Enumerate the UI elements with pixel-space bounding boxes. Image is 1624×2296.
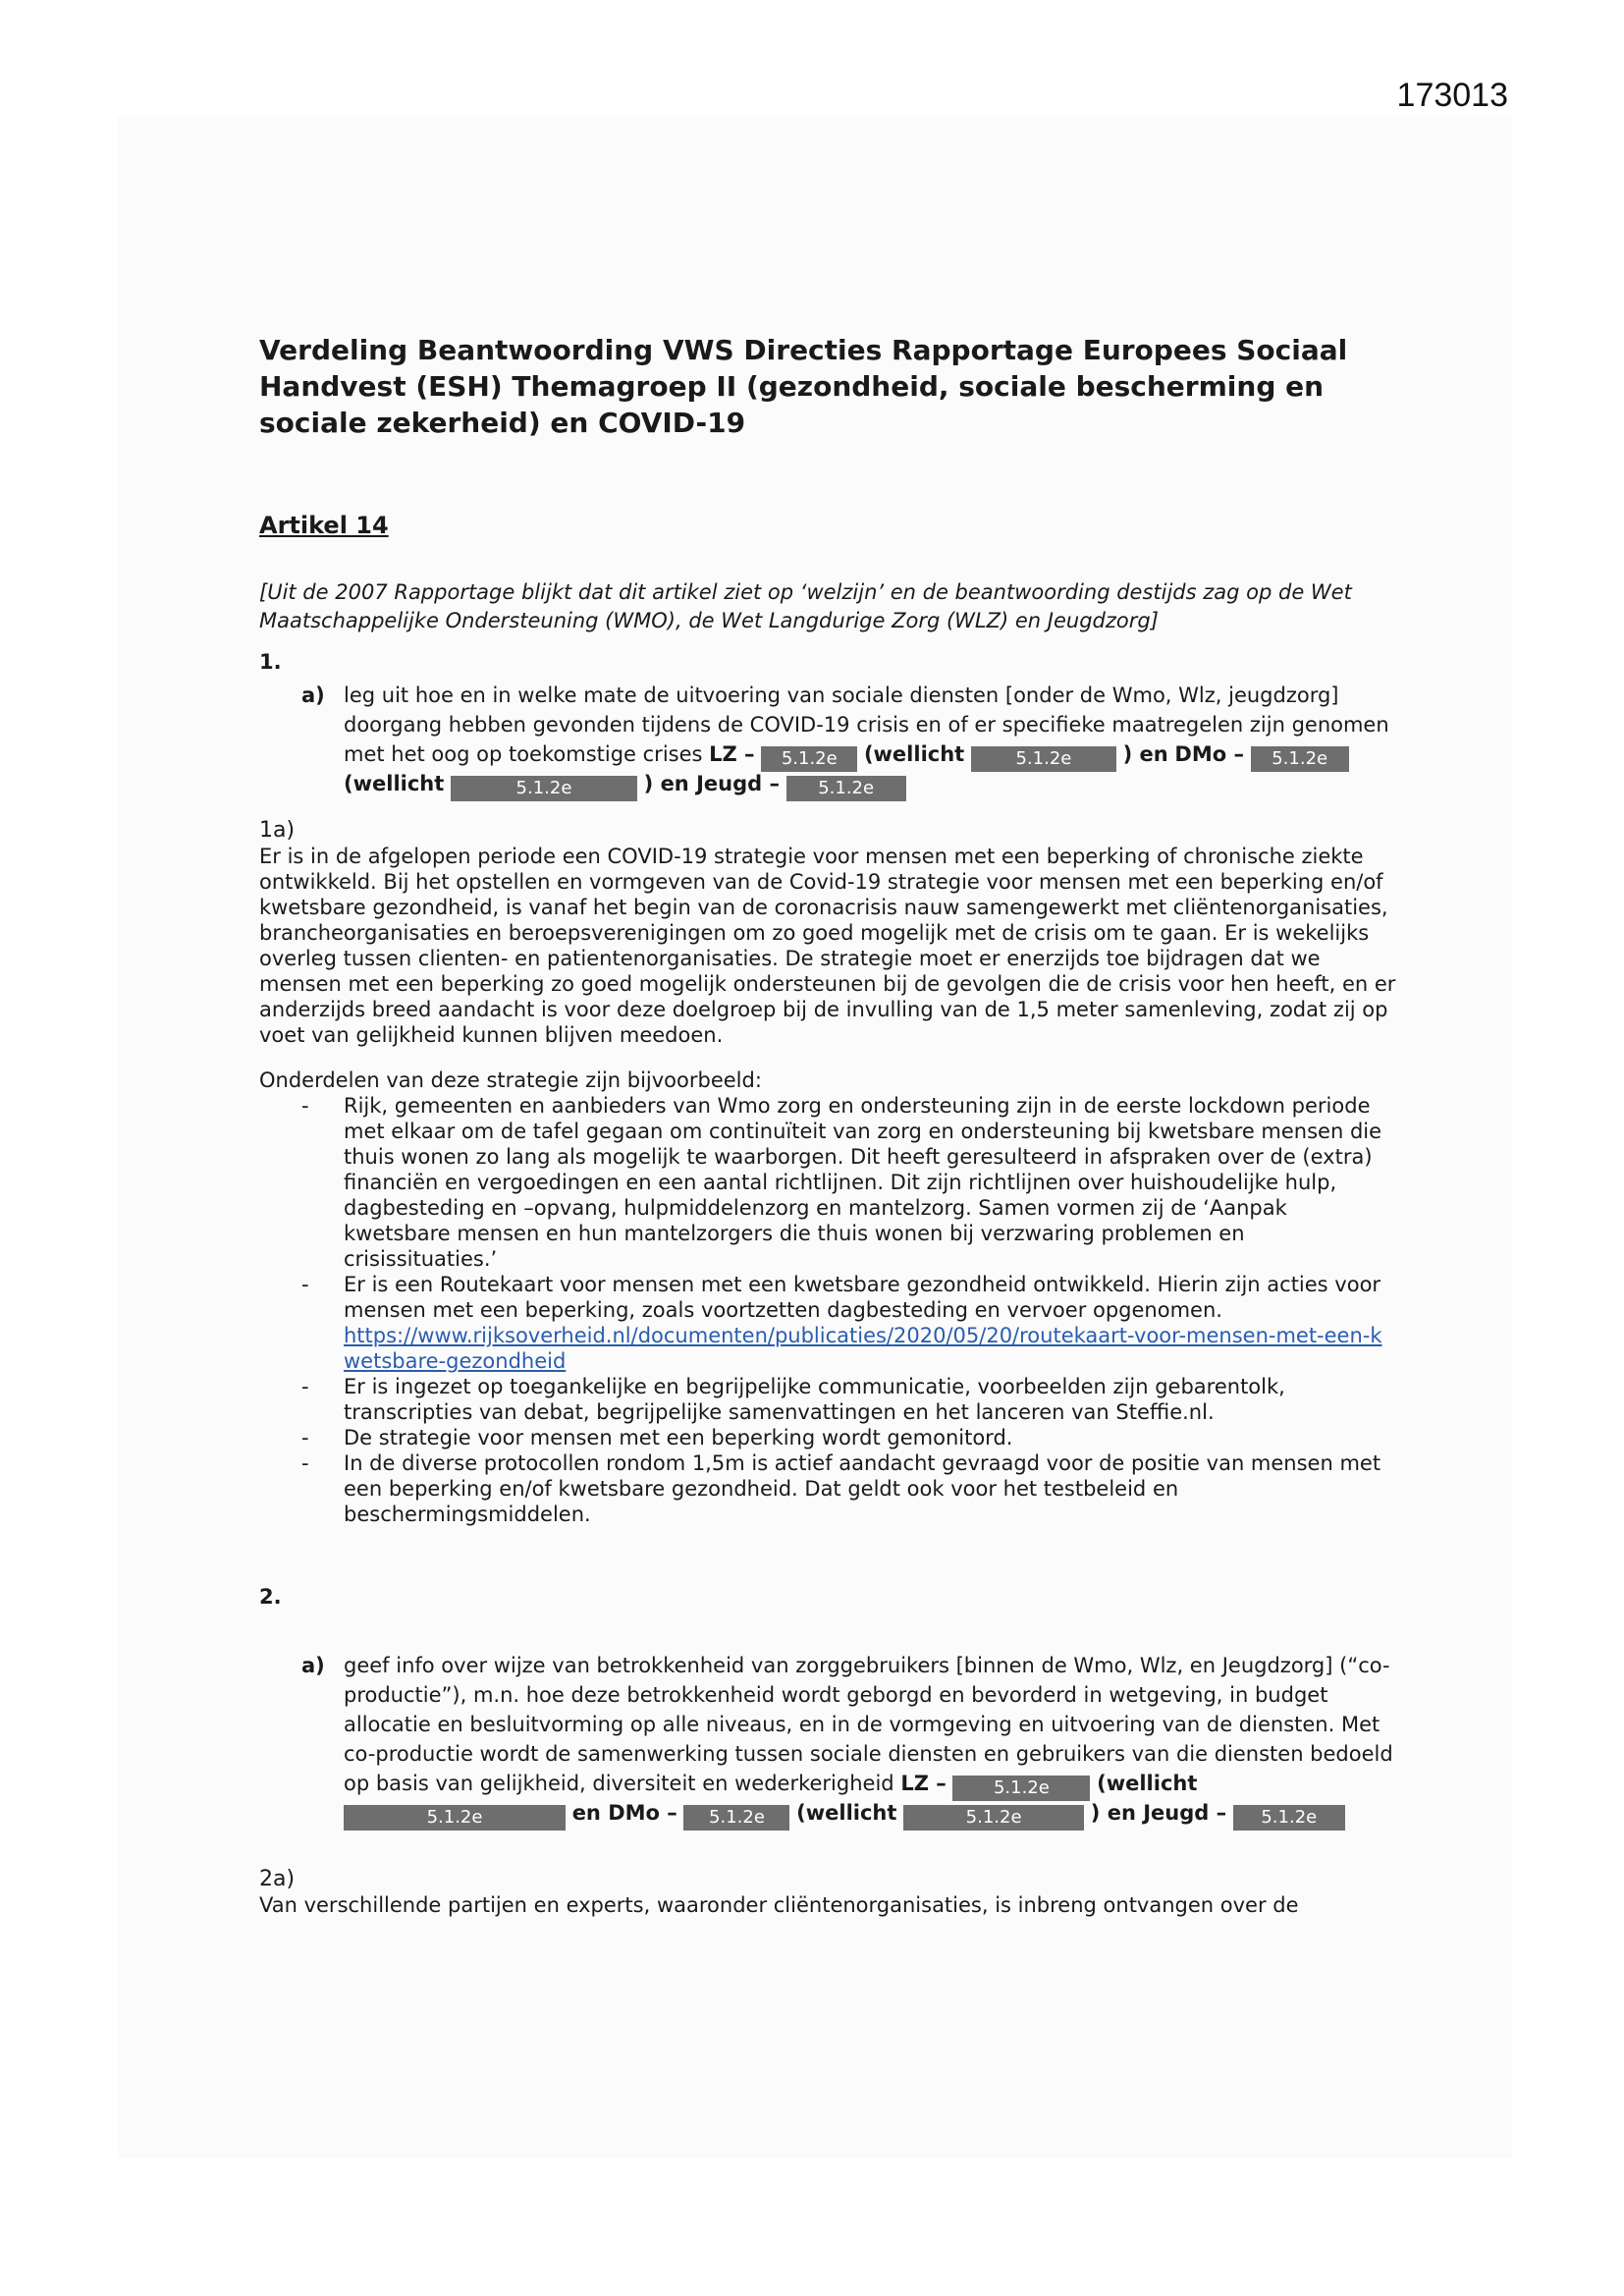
redaction-box: 5.1.2e — [761, 746, 857, 772]
q2-lz-label: LZ – — [900, 1772, 947, 1795]
question-1a-letter: a) — [301, 683, 325, 707]
list-item-text: In de diverse protocollen rondom 1,5m is actief aandacht gevraagd voor de positie van mensen met een beperking en/of kwetsbare gezondheid. Dat geldt ook voor het testbeleid en beschermingsmiddelen. — [344, 1451, 1381, 1526]
redaction-box: 5.1.2e — [1251, 746, 1349, 772]
q1-wellicht-label: (wellicht — [863, 742, 965, 766]
q1-wellicht-label-2: (wellicht — [344, 772, 445, 795]
strategy-list-intro: Onderdelen van deze strategie zijn bijvoorbeeld: — [259, 1068, 762, 1092]
q1-lz-label: LZ – — [709, 742, 755, 766]
list-item-text: Er is een Routekaart voor mensen met een kwetsbare gezondheid ontwikkeld. Hierin zijn acties voor mensen met een beperking, zoals voortzetten dagbesteding en vervoer opgenomen. — [344, 1273, 1381, 1322]
article-heading: Artikel 14 — [259, 512, 389, 539]
redaction-box: 5.1.2e — [344, 1805, 566, 1831]
question-1a-text: leg uit hoe en in welke mate de uitvoering van sociale diensten [onder de Wmo, Wlz, jeugdzorg] doorgang hebben gevonden tijdens de COVID-19 crisis en of er specifieke maatregelen zijn genomen met het oog op toekomstige crises — [344, 683, 1389, 766]
redaction-box: 5.1.2e — [786, 776, 906, 801]
q2-close-en-jeugd-label: ) en Jeugd – — [1090, 1801, 1227, 1825]
redaction-box: 5.1.2e — [451, 776, 637, 801]
question-2-number: 2. — [259, 1585, 282, 1609]
strategy-list — [259, 1093, 1398, 1527]
redaction-box: 5.1.2e — [683, 1805, 789, 1831]
q1-close-en-jeugd-label: ) en Jeugd – — [643, 772, 780, 795]
list-item: - Er is ingezet op toegankelijke en begrijpelijke communicatie, voorbeelden zijn gebarentolk, transcripties van debat, begrijpelijke samenvattingen en het lanceren van Steffie.nl. — [301, 1375, 1285, 1424]
question-2a-text: geef info over wijze van betrokkenheid van zorggebruikers [binnen de Wmo, Wlz, en Jeugdzorg] (“co-productie”), m.n. hoe deze betrokkenheid wordt geborgd en bevorderd in wetgeving, in budget allocatie en besluitvorming op alle niveaus, en in de vormgeving en uitvoering van de diensten. Met co-productie wordt de samenwerking tussen sociale diensten en gebruikers van die diensten bedoeld op basis van gelijkheid, diversiteit en wederkerigheid — [344, 1654, 1393, 1795]
question-1a — [301, 681, 1398, 798]
answer-2a-label: 2a) — [259, 1867, 296, 1891]
intro-note: [Uit de 2007 Rapportage blijkt dat dit artikel ziet op ‘welzijn’ en de beantwoording destijds zag op de Wet Maatschappelijke Ondersteuning (WMO), de Wet Langdurige Zorg (WLZ) en Jeugdzorg] — [259, 580, 1352, 632]
redaction-box: 5.1.2e — [971, 746, 1116, 772]
list-item: - Er is een Routekaart voor mensen met een kwetsbare gezondheid ontwikkeld. Hierin zijn acties voor mensen met een beperking, zoals voortzetten dagbesteding en vervoer opgenomen. https://www.rijksoverheid.nl/documenten/publicaties/2020/05/20/routekaart-voor-mensen-met-een-kwetsbare-gezondheid — [301, 1273, 1382, 1373]
document-body — [259, 332, 1398, 1918]
question-1-number: 1. — [259, 650, 282, 674]
redaction-box: 5.1.2e — [903, 1805, 1084, 1831]
list-item: - De strategie voor mensen met een beperking wordt gemonitord. — [301, 1426, 1013, 1449]
q2-en-dmo-label: en DMo – — [571, 1801, 677, 1825]
question-2a — [301, 1651, 1398, 1828]
q1-dmo-label: DMo – — [1174, 742, 1244, 766]
answer-1a-label: 1a) — [259, 818, 296, 843]
list-item: - Rijk, gemeenten en aanbieders van Wmo zorg en ondersteuning zijn in de eerste lockdown periode met elkaar om de tafel gegaan om continuïteit van zorg en ondersteuning bij kwetsbare mensen die thuis wonen zo lang als mogelijk te waarborgen. Dit heeft geresulteerd in afspraken over de (extra) financiën en vergoedingen en een aantal richtlijnen. Dit zijn richtlijnen over huishoudelijke hulp, dagbesteding en –opvang, hulpmiddelenzorg en mantelzorg. Samen vormen zij de ‘Aanpak kwetsbare mensen en hun mantelzorgers die thuis wonen bij verzwaring problemen en crisissituaties.’ — [301, 1094, 1382, 1271]
redaction-box: 5.1.2e — [952, 1776, 1090, 1801]
question-2a-letter: a) — [301, 1654, 325, 1677]
q2-wellicht-label: (wellicht — [1097, 1772, 1198, 1795]
list-item-text: De strategie voor mensen met een beperking wordt gemonitord. — [344, 1426, 1013, 1449]
q1-close-en-label: ) en — [1122, 742, 1168, 766]
routekaart-link[interactable]: https://www.rijksoverheid.nl/documenten/publicaties/2020/05/20/routekaart-voor-mensen-met-een-kwetsbare-gezondheid — [344, 1324, 1382, 1373]
list-item-text: Er is ingezet op toegankelijke en begrijpelijke communicatie, voorbeelden zijn gebarentolk, transcripties van debat, begrijpelijke samenvattingen en het lanceren van Steffie.nl. — [344, 1375, 1285, 1424]
q2-wellicht-label-2: (wellicht — [796, 1801, 897, 1825]
document-number: 173013 — [1396, 77, 1508, 114]
list-item: - In de diverse protocollen rondom 1,5m is actief aandacht gevraagd voor de positie van mensen met een beperking en/of kwetsbare gezondheid. Dat geldt ook voor het testbeleid en beschermingsmiddelen. — [301, 1451, 1381, 1526]
list-item-text: Rijk, gemeenten en aanbieders van Wmo zorg en ondersteuning zijn in de eerste lockdown periode met elkaar om de tafel gegaan om continuïteit van zorg en ondersteuning bij kwetsbare mensen die thuis wonen zo lang als mogelijk te waarborgen. Dit heeft geresulteerd in afspraken over de (extra) financiën en vergoedingen en een aantal richtlijnen. Dit zijn richtlijnen over huishoudelijke hulp, dagbesteding en –opvang, hulpmiddelenzorg en mantelzorg. Samen vormen zij de ‘Aanpak kwetsbare mensen en hun mantelzorgers die thuis wonen bij verzwaring problemen en crisissituaties.’ — [344, 1094, 1382, 1271]
document-title: Verdeling Beantwoording VWS Directies Rapportage Europees Sociaal Handvest (ESH) Themagroep II (gezondheid, sociale bescherming en sociale zekerheid) en COVID-19 — [259, 334, 1348, 439]
answer-1a-paragraph: Er is in de afgelopen periode een COVID-19 strategie voor mensen met een beperking of chronische ziekte ontwikkeld. Bij het opstellen en vormgeven van de Covid-19 strategie voor mensen met een beperking en/of kwetsbare gezondheid, is vanaf het begin van de coronacrisis nauw samengewerkt met cliëntenorganisaties, brancheorganisaties en beroepsverenigingen om zo goed mogelijk met de crisis om te gaan. Er is wekelijks overleg tussen clienten- en patientenorganisaties. De strategie moet er enerzijds toe bijdragen dat we mensen met een beperking zo goed mogelijk ondersteunen bij de gevolgen die de crisis voor hen heeft, en er anderzijds breed aandacht is voor deze doelgroep bij de invulling van de 1,5 meter samenleving, zodat zij op voet van gelijkheid kunnen blijven meedoen. — [259, 845, 1396, 1047]
answer-2a-paragraph: Van verschillende partijen en experts, waaronder cliëntenorganisaties, is inbreng ontvangen over de — [259, 1893, 1299, 1917]
redaction-box: 5.1.2e — [1233, 1805, 1345, 1831]
